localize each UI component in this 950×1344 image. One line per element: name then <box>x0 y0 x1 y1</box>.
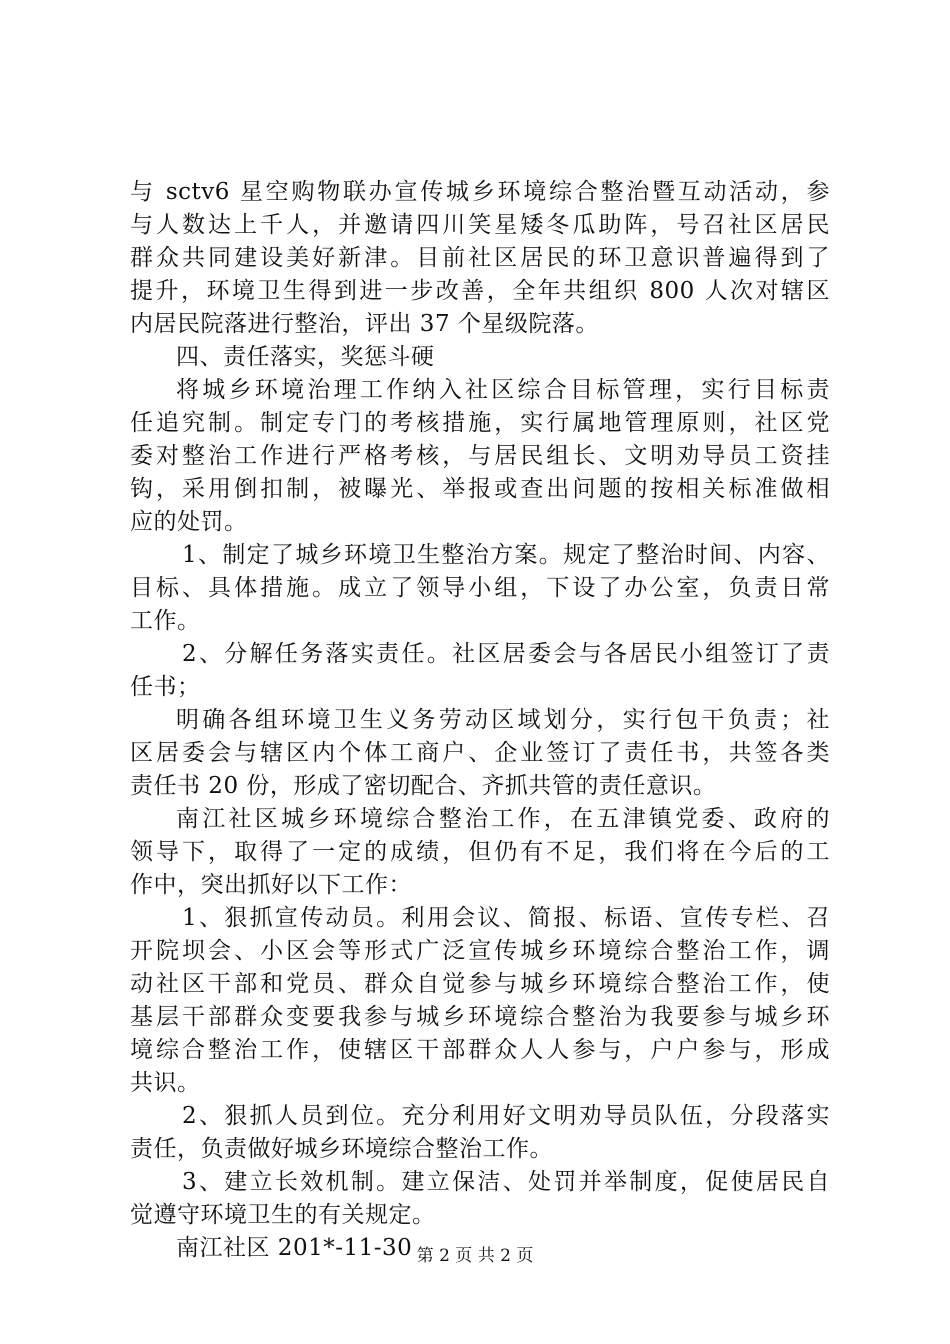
text-line: 责任书 20 份，形成了密切配合、齐抓共管的责任意识。 <box>130 773 717 799</box>
text-line: 工作。 <box>130 608 201 634</box>
text-line: 2、分解任务落实责任。社区居委会与各居民小组签订了责 <box>182 641 830 667</box>
text-line: 任追究制。制定专门的考核措施，实行属地管理原则，社区党 <box>130 410 830 436</box>
text-line: 共识。 <box>130 1070 201 1096</box>
section-heading: 四、责任落实，奖惩斗硬 <box>176 344 435 370</box>
text-line: 觉遵守环境卫生的有关规定。 <box>130 1202 436 1228</box>
text-line: 动社区干部和党员、群众自觉参与城乡环境综合整治工作，使 <box>130 971 830 997</box>
page-footer <box>0 1245 950 1267</box>
text-line: 开院坝会、小区会等形式广泛宣传城乡环境综合整治工作，调 <box>130 938 830 964</box>
text-line: 区居委会与辖区内个体工商户、企业签订了责任书，共签各类 <box>130 740 830 766</box>
text-line: 2、狠抓人员到位。充分利用好文明劝导员队伍，分段落实 <box>182 1103 830 1129</box>
text-line: 与 sctv6 星空购物联办宣传城乡环境综合整治暨互动活动，参 <box>130 179 830 205</box>
text-line: 作中，突出抓好以下工作： <box>130 872 412 898</box>
text-line: 境综合整治工作，使辖区干部群众人人参与，户户参与，形成 <box>130 1037 830 1063</box>
page-number: 第 2 页 共 2 页 <box>416 1246 534 1266</box>
signature-date: 南江社区 201*-11-30 <box>176 1235 413 1261</box>
document-body <box>130 176 830 1265</box>
text-line: 南江社区城乡环境综合整治工作，在五津镇党委、政府的 <box>176 806 830 832</box>
text-line: 钩，采用倒扣制，被曝光、举报或查出问题的按相关标准做相 <box>130 476 830 502</box>
text-line: 内居民院落进行整治，评出 37 个星级院落。 <box>130 311 599 337</box>
text-line: 1、制定了城乡环境卫生整治方案。规定了整治时间、内容、 <box>182 542 830 568</box>
text-line: 明确各组环境卫生义务劳动区域划分，实行包干负责；社 <box>176 707 830 733</box>
text-line: 群众共同建设美好新津。目前社区居民的环卫意识普遍得到了 <box>130 245 830 271</box>
text-line: 领导下，取得了一定的成绩，但仍有不足，我们将在今后的工 <box>130 839 830 865</box>
text-line: 提升，环境卫生得到进一步改善，全年共组织 800 人次对辖区 <box>130 278 830 304</box>
text-line: 目标、具体措施。成立了领导小组，下设了办公室，负责日常 <box>130 575 830 601</box>
text-line: 1、狠抓宣传动员。利用会议、简报、标语、宣传专栏、召 <box>182 905 830 931</box>
text-line: 责任，负责做好城乡环境综合整治工作。 <box>130 1136 553 1162</box>
text-line: 委对整治工作进行严格考核，与居民组长、文明劝导员工资挂 <box>130 443 830 469</box>
text-line: 3、建立长效机制。建立保洁、处罚并举制度，促使居民自 <box>182 1169 830 1195</box>
text-line: 基层干部群众变要我参与城乡环境综合整治为我要参与城乡环 <box>130 1004 830 1030</box>
text-line: 任书； <box>130 674 201 700</box>
text-line: 应的处罚。 <box>130 509 248 535</box>
text-line: 将城乡环境治理工作纳入社区综合目标管理，实行目标责 <box>176 377 830 403</box>
text-line: 与人数达上千人，并邀请四川笑星矮冬瓜助阵，号召社区居民 <box>130 212 830 238</box>
